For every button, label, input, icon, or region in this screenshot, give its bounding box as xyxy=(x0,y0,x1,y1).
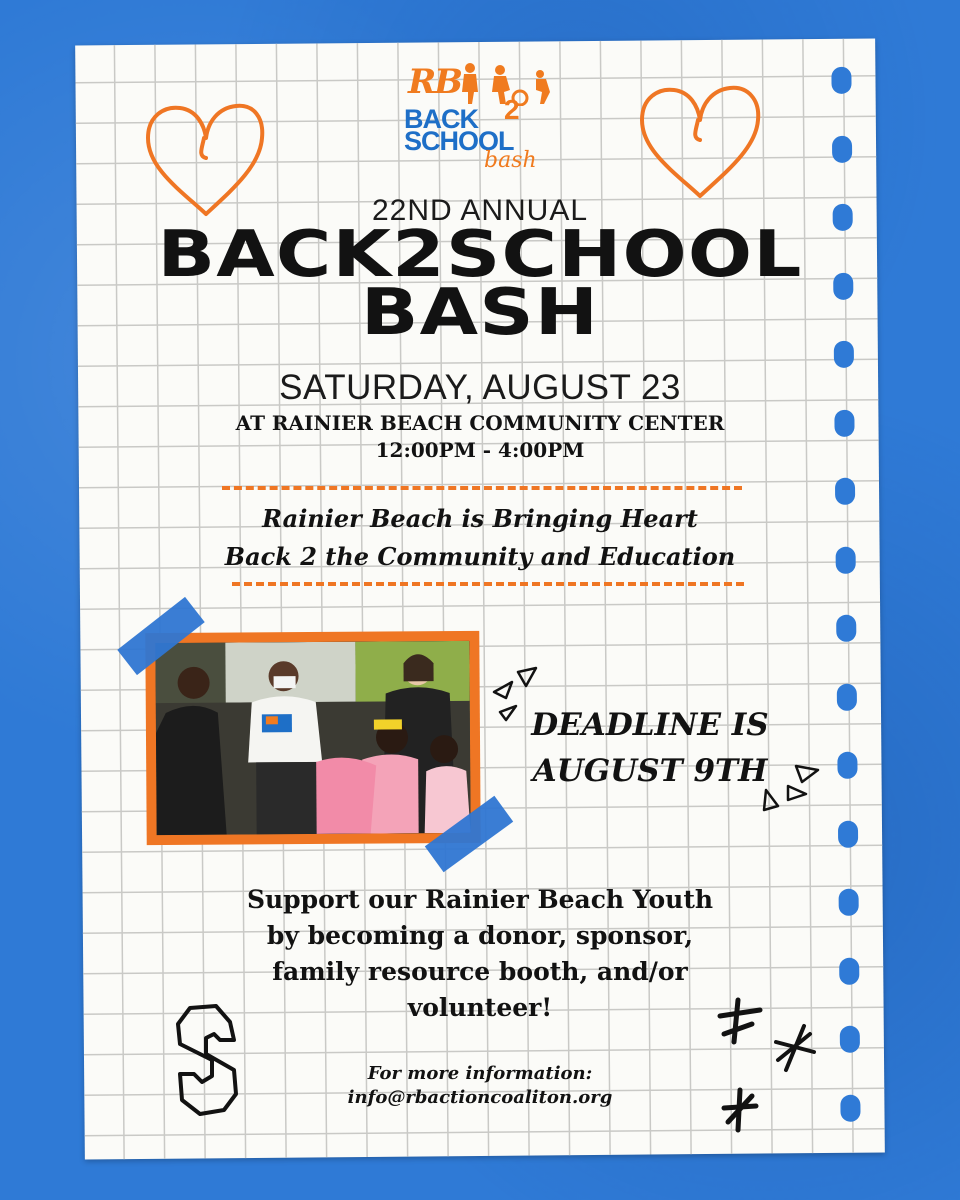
event-date: SATURDAY, AUGUST 23 xyxy=(279,368,681,407)
logo-initials: RB xyxy=(408,62,461,102)
support-message: Support our Rainier Beach Youth by becoming a donor, sponsor, family resource booth, and/or volunteer! xyxy=(246,885,714,1022)
sparkle-doodle-icon xyxy=(486,664,556,724)
star-doodle-icon xyxy=(714,994,766,1048)
logo-text: BACK SCHOOL xyxy=(404,104,514,156)
heart-doodle-icon xyxy=(636,82,766,204)
logo-number: 2 xyxy=(504,94,520,125)
dashed-divider xyxy=(222,486,742,490)
event-photo xyxy=(145,631,480,845)
event-title: BACK2SCHOOL BASH xyxy=(157,218,803,350)
contact-info: For more information: info@rbactioncoaliton.org xyxy=(0,1062,960,1110)
contact-email[interactable]: info@rbactioncoaliton.org xyxy=(347,1087,613,1108)
annual-heading: 22ND ANNUAL xyxy=(371,194,589,227)
event-time: 12:00PM - 4:00PM xyxy=(375,438,585,462)
s-letter-doodle-icon xyxy=(172,1000,242,1120)
tagline: Rainier Beach is Bringing Heart Back 2 the Community and Education xyxy=(224,504,736,571)
event-venue: AT RAINIER BEACH COMMUNITY CENTER xyxy=(235,411,725,435)
deadline-callout: DEADLINE IS AUGUST 9TH xyxy=(531,707,769,789)
star-doodle-icon xyxy=(720,1086,760,1134)
star-doodle-icon xyxy=(770,1022,820,1074)
rb-back2school-logo xyxy=(404,62,564,172)
photo-image xyxy=(155,641,470,835)
dashed-divider xyxy=(232,582,744,586)
sparkle-doodle-icon xyxy=(758,760,828,814)
logo-script: bash xyxy=(484,148,537,173)
